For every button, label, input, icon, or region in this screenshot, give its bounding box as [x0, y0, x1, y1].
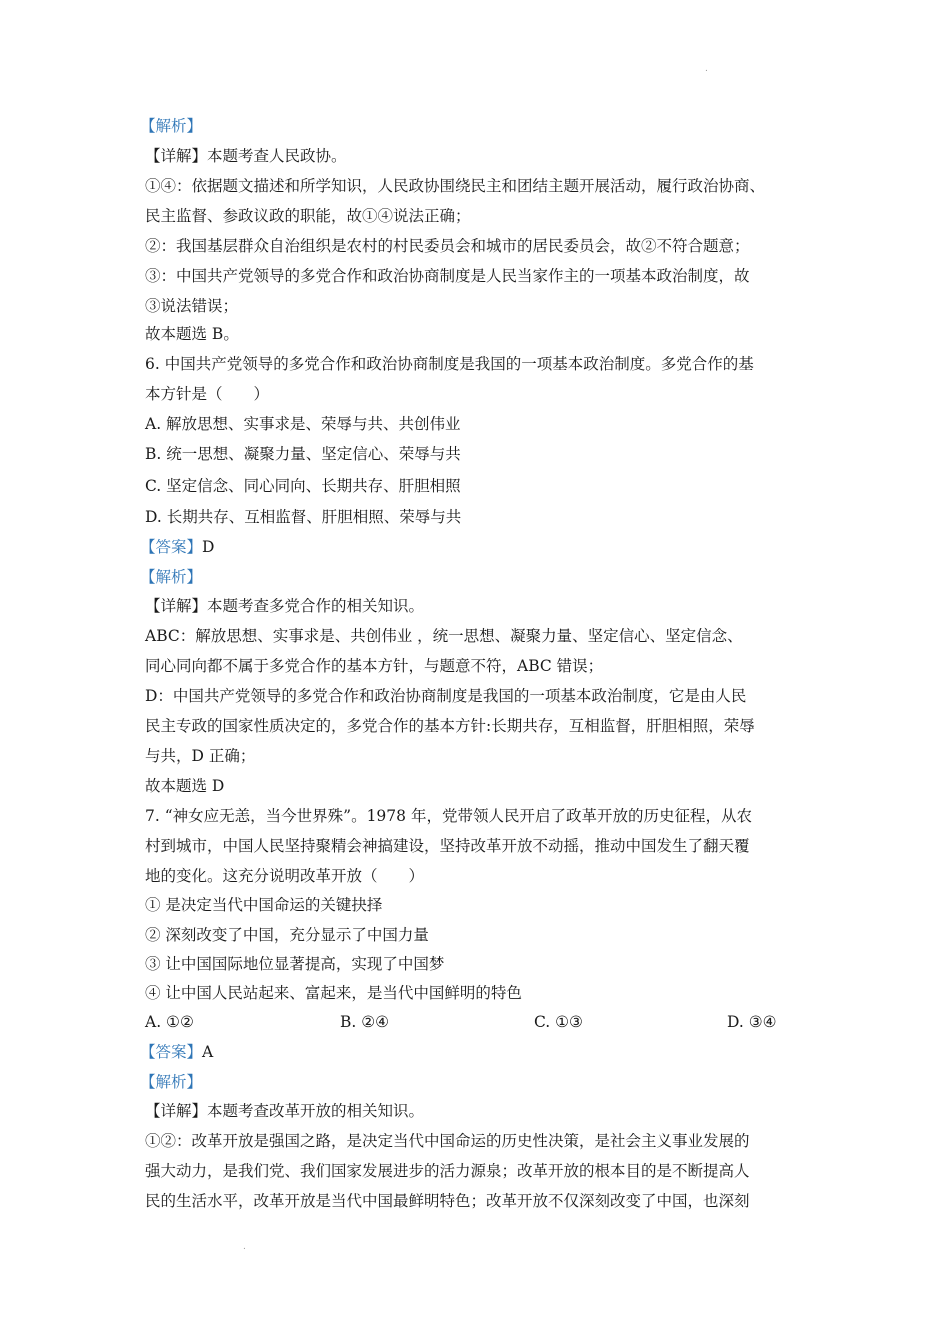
q5-detail-line: ③说法错误； — [145, 297, 239, 315]
q6-stem: 6. 中国共产党领导的多党合作和政治协商制度是我国的一项基本政治制度。多党合作的基 — [145, 355, 754, 373]
q6-answer — [140, 537, 214, 557]
q7-choice-c: C. ①③ — [534, 1013, 583, 1031]
q6-option-b: B. 统一思想、凝聚力量、坚定信心、荣辱与共 — [145, 445, 461, 463]
q7-stem: 地的变化。这充分说明改革开放（ ） — [145, 867, 425, 885]
q6-detail-intro: 【详解】本题考查多党合作的相关知识。 — [145, 597, 425, 615]
q7-analysis-tag: 【解析】 — [140, 1073, 203, 1091]
q7-detail-line: ①②：改革开放是强国之路，是决定当代中国命运的历史性决策，是社会主义事业发展的 — [145, 1132, 750, 1150]
q7-statement-3: ③ 让中国国际地位显著提高，实现了中国梦 — [145, 955, 445, 973]
q7-answer — [140, 1042, 213, 1062]
q5-detail-line: ②：我国基层群众自治组织是农村的村民委员会和城市的居民委员会，故②不符合题意； — [145, 237, 750, 255]
q7-answer-value: A — [202, 1043, 214, 1061]
q6-option-d: D. 长期共存、互相监督、肝胆相照、荣辱与共 — [145, 508, 462, 526]
q6-answer-value: D — [202, 538, 215, 556]
footer-mark: . — [243, 1242, 246, 1252]
q7-stem: 7. “神女应无恙，当今世界殊”。1978 年，党带领人民开启了政革开放的历史征程，从农 — [145, 807, 752, 825]
q6-option-c: C. 坚定信念、同心同向、长期共存、肝胆相照 — [145, 477, 461, 495]
q5-detail-line: 民主监督、参政议政的职能，故①④说法正确； — [145, 207, 471, 225]
q6-conclusion: 故本题选 D — [145, 777, 225, 795]
q7-detail-line: 强大动力，是我们党、我们国家发展进步的活力源泉；改革开放的根本目的是不断提高人 — [145, 1162, 750, 1180]
q6-option-a: A. 解放思想、实事求是、荣辱与共、共创伟业 — [145, 415, 461, 433]
q6-answer-tag: 【答案】 — [140, 538, 203, 556]
q7-statement-2: ② 深刻改变了中国，充分显示了中国力量 — [145, 926, 429, 944]
q7-statement-4: ④ 让中国人民站起来、富起来，是当代中国鲜明的特色 — [145, 984, 522, 1002]
q7-statement-1: ① 是决定当代中国命运的关键抉择 — [145, 896, 383, 914]
q7-detail-line: 民的生活水平，改革开放是当代中国最鲜明特色；改革开放不仅深刻改变了中国，也深刻 — [145, 1192, 750, 1210]
q5-analysis-tag: 【解析】 — [140, 117, 203, 135]
q7-choice-a: A. ①② — [145, 1013, 194, 1031]
q6-analysis-tag: 【解析】 — [140, 568, 203, 586]
q7-choice-b: B. ②④ — [340, 1013, 390, 1031]
q7-detail-intro: 【详解】本题考查改革开放的相关知识。 — [145, 1102, 425, 1120]
q7-answer-tag: 【答案】 — [140, 1043, 203, 1061]
q7-stem: 村到城市，中国人民坚持聚精会神搞建设，坚持改革开放不动摇，推动中国发生了翻天覆 — [145, 837, 750, 855]
header-mark: . — [705, 64, 708, 74]
q5-detail-intro: 【详解】本题考查人民政协。 — [145, 147, 347, 165]
q7-choice-d: D. ③④ — [727, 1013, 777, 1031]
q6-detail-line: 民主专政的国家性质决定的，多党合作的基本方针:长期共存，互相监督，肝胆相照，荣辱 — [145, 717, 755, 735]
q6-detail-line: ABC：解放思想、实事求是、共创伟业 ，统一思想、凝聚力量、坚定信心、坚定信念、 — [145, 627, 743, 645]
q6-detail-line: 同心同向都不属于多党合作的基本方针，与题意不符，ABC 错误； — [145, 657, 604, 675]
q5-detail-line: ①④：依据题文描述和所学知识，人民政协围绕民主和团结主题开展活动，履行政治协商、 — [145, 177, 766, 195]
q6-detail-line: D：中国共产党领导的多党合作和政治协商制度是我国的一项基本政治制度，它是由人民 — [145, 687, 747, 705]
q6-stem: 本方针是（ ） — [145, 385, 270, 403]
q6-detail-line: 与共，D 正确； — [145, 747, 256, 765]
q5-conclusion: 故本题选 B。 — [145, 325, 239, 343]
q5-detail-line: ③：中国共产党领导的多党合作和政治协商制度是人民当家作主的一项基本政治制度，故 — [145, 267, 750, 285]
